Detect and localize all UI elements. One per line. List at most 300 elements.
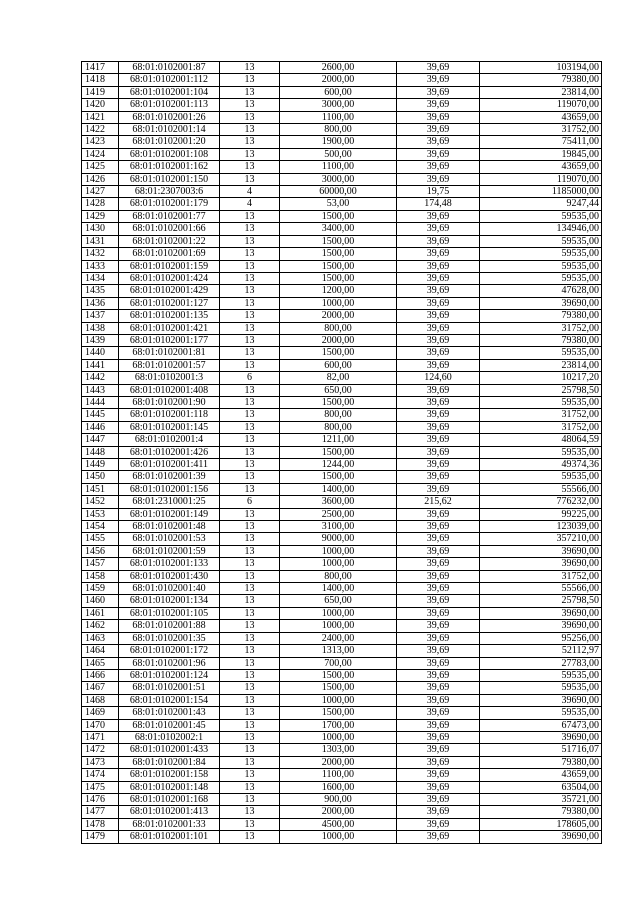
area-cell: 1500,00 — [280, 235, 397, 247]
category-cell: 13 — [220, 657, 280, 669]
rate-cell: 124,60 — [397, 372, 480, 384]
rate-cell: 39,69 — [397, 806, 480, 818]
cadastral-number-cell: 68:01:0102001:145 — [119, 421, 220, 433]
rate-cell: 39,69 — [397, 508, 480, 520]
rate-cell: 39,69 — [397, 210, 480, 222]
value-cell: 43659,00 — [480, 111, 602, 123]
value-cell: 103194,00 — [480, 62, 602, 74]
table-row — [82, 694, 602, 706]
value-cell: 31752,00 — [480, 409, 602, 421]
area-cell: 2500,00 — [280, 508, 397, 520]
rate-cell: 39,69 — [397, 607, 480, 619]
row-number-cell: 1441 — [82, 359, 119, 371]
value-cell: 79380,00 — [480, 74, 602, 86]
area-cell: 800,00 — [280, 322, 397, 334]
rate-cell: 39,69 — [397, 272, 480, 284]
table-row — [82, 148, 602, 160]
rate-cell: 39,69 — [397, 645, 480, 657]
table-row — [82, 632, 602, 644]
table-row — [82, 744, 602, 756]
cadastral-number-cell: 68:01:0102001:3 — [119, 372, 220, 384]
row-number-cell: 1447 — [82, 434, 119, 446]
row-number-cell: 1436 — [82, 297, 119, 309]
row-number-cell: 1418 — [82, 74, 119, 86]
category-cell: 13 — [220, 756, 280, 768]
category-cell: 13 — [220, 74, 280, 86]
category-cell: 13 — [220, 558, 280, 570]
area-cell: 3600,00 — [280, 496, 397, 508]
cadastral-number-cell: 68:01:0102001:43 — [119, 707, 220, 719]
cadastral-number-cell: 68:01:0102001:168 — [119, 793, 220, 805]
rate-cell: 39,69 — [397, 347, 480, 359]
area-cell: 1500,00 — [280, 396, 397, 408]
cadastral-number-cell: 68:01:0102001:429 — [119, 285, 220, 297]
row-number-cell: 1420 — [82, 99, 119, 111]
cadastral-number-cell: 68:01:0102001:105 — [119, 607, 220, 619]
cadastral-number-cell: 68:01:0102001:424 — [119, 272, 220, 284]
row-number-cell: 1423 — [82, 136, 119, 148]
area-cell: 53,00 — [280, 198, 397, 210]
cadastral-number-cell: 68:01:0102001:14 — [119, 124, 220, 136]
cadastral-number-cell: 68:01:0102001:172 — [119, 645, 220, 657]
value-cell: 59535,00 — [480, 669, 602, 681]
row-number-cell: 1479 — [82, 831, 119, 843]
value-cell: 59535,00 — [480, 248, 602, 260]
value-cell: 63504,00 — [480, 781, 602, 793]
value-cell: 27783,00 — [480, 657, 602, 669]
table-row — [82, 223, 602, 235]
value-cell: 79380,00 — [480, 806, 602, 818]
area-cell: 1000,00 — [280, 620, 397, 632]
table-row — [82, 657, 602, 669]
row-number-cell: 1454 — [82, 521, 119, 533]
table-row — [82, 446, 602, 458]
cadastral-number-cell: 68:01:0102001:87 — [119, 62, 220, 74]
area-cell: 1500,00 — [280, 248, 397, 260]
area-cell: 1500,00 — [280, 272, 397, 284]
value-cell: 79380,00 — [480, 334, 602, 346]
table-row — [82, 545, 602, 557]
rate-cell: 39,69 — [397, 731, 480, 743]
category-cell: 13 — [220, 322, 280, 334]
cadastral-number-cell: 68:01:0102001:162 — [119, 161, 220, 173]
category-cell: 13 — [220, 620, 280, 632]
category-cell: 13 — [220, 248, 280, 260]
category-cell: 13 — [220, 86, 280, 98]
table-row — [82, 186, 602, 198]
area-cell: 650,00 — [280, 595, 397, 607]
rate-cell: 39,69 — [397, 334, 480, 346]
cadastral-number-cell: 68:01:0102001:133 — [119, 558, 220, 570]
category-cell: 13 — [220, 99, 280, 111]
row-number-cell: 1427 — [82, 186, 119, 198]
table-row — [82, 62, 602, 74]
rate-cell: 39,69 — [397, 620, 480, 632]
rate-cell: 39,69 — [397, 521, 480, 533]
rate-cell: 39,69 — [397, 74, 480, 86]
category-cell: 13 — [220, 545, 280, 557]
value-cell: 9247,44 — [480, 198, 602, 210]
cadastral-number-cell: 68:01:0102001:108 — [119, 148, 220, 160]
category-cell: 13 — [220, 521, 280, 533]
table-row — [82, 198, 602, 210]
rate-cell: 39,69 — [397, 124, 480, 136]
value-cell: 59535,00 — [480, 235, 602, 247]
cadastral-number-cell: 68:01:0102001:421 — [119, 322, 220, 334]
rate-cell: 39,69 — [397, 248, 480, 260]
table-row — [82, 508, 602, 520]
rate-cell: 39,69 — [397, 657, 480, 669]
row-number-cell: 1442 — [82, 372, 119, 384]
table-row — [82, 384, 602, 396]
value-cell: 43659,00 — [480, 769, 602, 781]
area-cell: 1700,00 — [280, 719, 397, 731]
cadastral-number-cell: 68:01:0102001:90 — [119, 396, 220, 408]
value-cell: 357210,00 — [480, 533, 602, 545]
cadastral-number-cell: 68:01:0102001:408 — [119, 384, 220, 396]
area-cell: 2000,00 — [280, 310, 397, 322]
table-row — [82, 285, 602, 297]
row-number-cell: 1473 — [82, 756, 119, 768]
area-cell: 1000,00 — [280, 558, 397, 570]
cadastral-number-cell: 68:01:0102001:69 — [119, 248, 220, 260]
row-number-cell: 1451 — [82, 483, 119, 495]
cadastral-number-cell: 68:01:0102001:177 — [119, 334, 220, 346]
row-number-cell: 1424 — [82, 148, 119, 160]
row-number-cell: 1470 — [82, 719, 119, 731]
value-cell: 49374,36 — [480, 459, 602, 471]
table-row — [82, 248, 602, 260]
table-row — [82, 731, 602, 743]
value-cell: 47628,00 — [480, 285, 602, 297]
rate-cell: 39,69 — [397, 471, 480, 483]
table-row — [82, 235, 602, 247]
area-cell: 9000,00 — [280, 533, 397, 545]
category-cell: 13 — [220, 359, 280, 371]
rate-cell: 39,69 — [397, 818, 480, 830]
cadastral-number-cell: 68:01:0102001:124 — [119, 669, 220, 681]
row-number-cell: 1453 — [82, 508, 119, 520]
category-cell: 13 — [220, 508, 280, 520]
area-cell: 1500,00 — [280, 260, 397, 272]
row-number-cell: 1477 — [82, 806, 119, 818]
category-cell: 13 — [220, 769, 280, 781]
area-cell: 1600,00 — [280, 781, 397, 793]
cadastral-number-cell: 68:01:0102001:149 — [119, 508, 220, 520]
category-cell: 13 — [220, 471, 280, 483]
rate-cell: 39,69 — [397, 769, 480, 781]
table-row — [82, 136, 602, 148]
cadastral-number-cell: 68:01:0102001:26 — [119, 111, 220, 123]
category-cell: 13 — [220, 62, 280, 74]
category-cell: 13 — [220, 806, 280, 818]
table-row — [82, 682, 602, 694]
row-number-cell: 1430 — [82, 223, 119, 235]
category-cell: 13 — [220, 148, 280, 160]
area-cell: 1000,00 — [280, 731, 397, 743]
cadastral-number-cell: 68:01:0102001:57 — [119, 359, 220, 371]
cadastral-number-cell: 68:01:0102001:48 — [119, 521, 220, 533]
value-cell: 52112,97 — [480, 645, 602, 657]
row-number-cell: 1457 — [82, 558, 119, 570]
value-cell: 23814,00 — [480, 86, 602, 98]
value-cell: 59535,00 — [480, 682, 602, 694]
value-cell: 43659,00 — [480, 161, 602, 173]
row-number-cell: 1468 — [82, 694, 119, 706]
value-cell: 134946,00 — [480, 223, 602, 235]
category-cell: 13 — [220, 334, 280, 346]
row-number-cell: 1476 — [82, 793, 119, 805]
cadastral-number-cell: 68:01:0102001:4 — [119, 434, 220, 446]
table-row — [82, 483, 602, 495]
value-cell: 59535,00 — [480, 396, 602, 408]
rate-cell: 39,69 — [397, 756, 480, 768]
row-number-cell: 1469 — [82, 707, 119, 719]
cadastral-number-cell: 68:01:0102001:135 — [119, 310, 220, 322]
area-cell: 3000,00 — [280, 99, 397, 111]
row-number-cell: 1429 — [82, 210, 119, 222]
table-row — [82, 310, 602, 322]
category-cell: 13 — [220, 111, 280, 123]
area-cell: 2000,00 — [280, 806, 397, 818]
value-cell: 25798,50 — [480, 595, 602, 607]
data-table — [81, 61, 602, 844]
rate-cell: 39,69 — [397, 161, 480, 173]
category-cell: 13 — [220, 347, 280, 359]
rate-cell: 19,75 — [397, 186, 480, 198]
value-cell: 1185000,00 — [480, 186, 602, 198]
cadastral-number-cell: 68:01:0102001:104 — [119, 86, 220, 98]
area-cell: 1500,00 — [280, 669, 397, 681]
table-row — [82, 558, 602, 570]
row-number-cell: 1471 — [82, 731, 119, 743]
area-cell: 1000,00 — [280, 297, 397, 309]
rate-cell: 39,69 — [397, 719, 480, 731]
category-cell: 13 — [220, 384, 280, 396]
value-cell: 59535,00 — [480, 707, 602, 719]
cadastral-number-cell: 68:01:0102001:96 — [119, 657, 220, 669]
rate-cell: 39,69 — [397, 483, 480, 495]
cadastral-number-cell: 68:01:0102001:426 — [119, 446, 220, 458]
area-cell: 1500,00 — [280, 210, 397, 222]
category-cell: 13 — [220, 409, 280, 421]
table-row — [82, 756, 602, 768]
cadastral-number-cell: 68:01:0102001:35 — [119, 632, 220, 644]
table-row — [82, 769, 602, 781]
rate-cell: 39,69 — [397, 583, 480, 595]
table-row — [82, 533, 602, 545]
rate-cell: 39,69 — [397, 99, 480, 111]
area-cell: 1100,00 — [280, 161, 397, 173]
category-cell: 13 — [220, 632, 280, 644]
value-cell: 55566,00 — [480, 483, 602, 495]
category-cell: 13 — [220, 235, 280, 247]
row-number-cell: 1467 — [82, 682, 119, 694]
category-cell: 13 — [220, 533, 280, 545]
category-cell: 13 — [220, 310, 280, 322]
row-number-cell: 1433 — [82, 260, 119, 272]
rate-cell: 39,69 — [397, 545, 480, 557]
rate-cell: 39,69 — [397, 148, 480, 160]
category-cell: 13 — [220, 285, 280, 297]
category-cell: 6 — [220, 372, 280, 384]
row-number-cell: 1421 — [82, 111, 119, 123]
table-row — [82, 111, 602, 123]
category-cell: 13 — [220, 483, 280, 495]
rate-cell: 39,69 — [397, 632, 480, 644]
row-number-cell: 1437 — [82, 310, 119, 322]
cadastral-number-cell: 68:01:0102001:66 — [119, 223, 220, 235]
rate-cell: 39,69 — [397, 558, 480, 570]
table-row — [82, 347, 602, 359]
cadastral-number-cell: 68:01:0102001:20 — [119, 136, 220, 148]
value-cell: 119070,00 — [480, 99, 602, 111]
cadastral-number-cell: 68:01:0102001:413 — [119, 806, 220, 818]
cadastral-number-cell: 68:01:0102001:156 — [119, 483, 220, 495]
table-row — [82, 322, 602, 334]
area-cell: 1100,00 — [280, 769, 397, 781]
value-cell: 79380,00 — [480, 310, 602, 322]
table-row — [82, 74, 602, 86]
area-cell: 1500,00 — [280, 682, 397, 694]
value-cell: 95256,00 — [480, 632, 602, 644]
rate-cell: 39,69 — [397, 533, 480, 545]
table-row — [82, 297, 602, 309]
cadastral-number-cell: 68:01:0102001:179 — [119, 198, 220, 210]
rate-cell: 39,69 — [397, 694, 480, 706]
cadastral-number-cell: 68:01:0102001:433 — [119, 744, 220, 756]
table-row — [82, 210, 602, 222]
row-number-cell: 1462 — [82, 620, 119, 632]
area-cell: 1244,00 — [280, 459, 397, 471]
table-row — [82, 669, 602, 681]
row-number-cell: 1459 — [82, 583, 119, 595]
rate-cell: 39,69 — [397, 669, 480, 681]
value-cell: 59535,00 — [480, 272, 602, 284]
rate-cell: 39,69 — [397, 409, 480, 421]
category-cell: 13 — [220, 818, 280, 830]
rate-cell: 39,69 — [397, 446, 480, 458]
category-cell: 13 — [220, 583, 280, 595]
category-cell: 4 — [220, 198, 280, 210]
table-row — [82, 707, 602, 719]
value-cell: 31752,00 — [480, 322, 602, 334]
rate-cell: 39,69 — [397, 111, 480, 123]
cadastral-number-cell: 68:01:0102001:159 — [119, 260, 220, 272]
rate-cell: 39,69 — [397, 260, 480, 272]
category-cell: 13 — [220, 793, 280, 805]
table-row — [82, 161, 602, 173]
category-cell: 13 — [220, 396, 280, 408]
area-cell: 1400,00 — [280, 583, 397, 595]
table-row — [82, 173, 602, 185]
rate-cell: 39,69 — [397, 285, 480, 297]
table-row — [82, 793, 602, 805]
table-row — [82, 645, 602, 657]
value-cell: 59535,00 — [480, 347, 602, 359]
table-row — [82, 434, 602, 446]
row-number-cell: 1417 — [82, 62, 119, 74]
area-cell: 2400,00 — [280, 632, 397, 644]
rate-cell: 39,69 — [397, 707, 480, 719]
table-row — [82, 521, 602, 533]
value-cell: 776232,00 — [480, 496, 602, 508]
value-cell: 67473,00 — [480, 719, 602, 731]
category-cell: 13 — [220, 260, 280, 272]
cadastral-number-cell: 68:01:0102001:150 — [119, 173, 220, 185]
category-cell: 13 — [220, 682, 280, 694]
cadastral-number-cell: 68:01:0102001:113 — [119, 99, 220, 111]
area-cell: 800,00 — [280, 124, 397, 136]
rate-cell: 39,69 — [397, 421, 480, 433]
table-row — [82, 409, 602, 421]
area-cell: 800,00 — [280, 421, 397, 433]
row-number-cell: 1449 — [82, 459, 119, 471]
rate-cell: 39,69 — [397, 136, 480, 148]
category-cell: 13 — [220, 707, 280, 719]
category-cell: 13 — [220, 595, 280, 607]
rate-cell: 39,69 — [397, 793, 480, 805]
rate-cell: 39,69 — [397, 595, 480, 607]
value-cell: 23814,00 — [480, 359, 602, 371]
area-cell: 650,00 — [280, 384, 397, 396]
area-cell: 700,00 — [280, 657, 397, 669]
area-cell: 1100,00 — [280, 111, 397, 123]
cadastral-number-cell: 68:01:0102001:148 — [119, 781, 220, 793]
category-cell: 13 — [220, 297, 280, 309]
cadastral-number-cell: 68:01:2310001:25 — [119, 496, 220, 508]
rate-cell: 39,69 — [397, 297, 480, 309]
table-row — [82, 124, 602, 136]
area-cell: 1211,00 — [280, 434, 397, 446]
table-row — [82, 806, 602, 818]
row-number-cell: 1455 — [82, 533, 119, 545]
category-cell: 13 — [220, 731, 280, 743]
value-cell: 10217,20 — [480, 372, 602, 384]
row-number-cell: 1460 — [82, 595, 119, 607]
value-cell: 119070,00 — [480, 173, 602, 185]
cadastral-number-cell: 68:01:2307003:6 — [119, 186, 220, 198]
category-cell: 13 — [220, 719, 280, 731]
table-row — [82, 372, 602, 384]
area-cell: 4500,00 — [280, 818, 397, 830]
area-cell: 1200,00 — [280, 285, 397, 297]
value-cell: 39690,00 — [480, 607, 602, 619]
cadastral-number-cell: 68:01:0102001:158 — [119, 769, 220, 781]
rate-cell: 39,69 — [397, 62, 480, 74]
table-row — [82, 620, 602, 632]
value-cell: 59535,00 — [480, 471, 602, 483]
value-cell: 19845,00 — [480, 148, 602, 160]
value-cell: 35721,00 — [480, 793, 602, 805]
area-cell: 600,00 — [280, 86, 397, 98]
area-cell: 1000,00 — [280, 607, 397, 619]
cadastral-number-cell: 68:01:0102001:118 — [119, 409, 220, 421]
rate-cell: 39,69 — [397, 781, 480, 793]
category-cell: 13 — [220, 136, 280, 148]
rate-cell: 39,69 — [397, 459, 480, 471]
row-number-cell: 1456 — [82, 545, 119, 557]
value-cell: 59535,00 — [480, 260, 602, 272]
value-cell: 31752,00 — [480, 421, 602, 433]
area-cell: 82,00 — [280, 372, 397, 384]
area-cell: 1900,00 — [280, 136, 397, 148]
row-number-cell: 1475 — [82, 781, 119, 793]
cadastral-number-cell: 68:01:0102001:53 — [119, 533, 220, 545]
cadastral-number-cell: 68:01:0102001:134 — [119, 595, 220, 607]
table-row — [82, 396, 602, 408]
area-cell: 1000,00 — [280, 694, 397, 706]
